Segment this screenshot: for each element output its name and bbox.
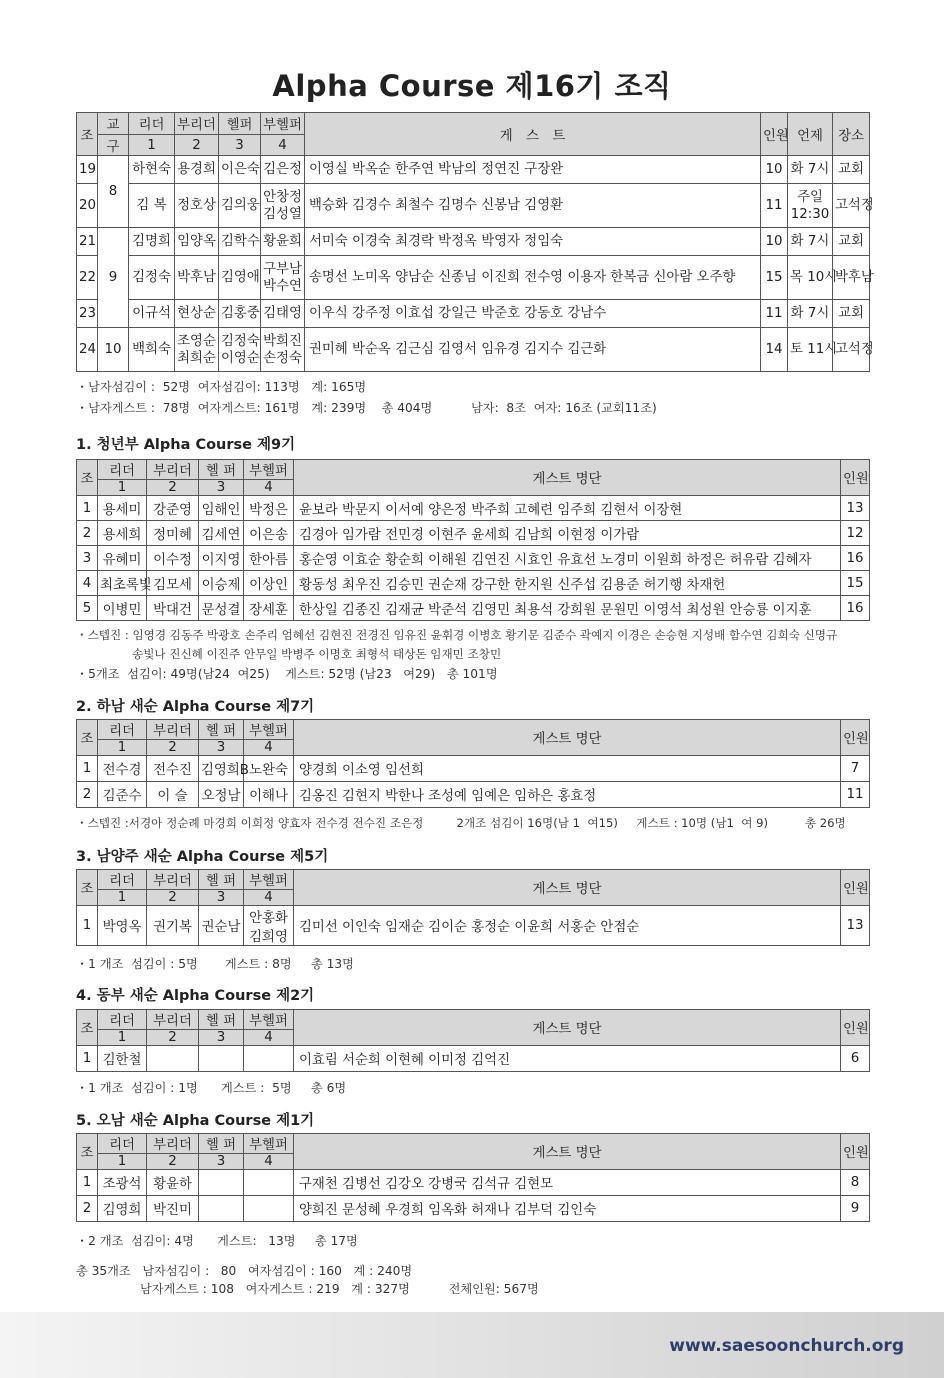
header-guest: 게스트 명단 <box>294 1010 841 1046</box>
header-num: 2 <box>147 1030 199 1046</box>
cell-guests: 양희진 문성혜 우경희 임옥화 허재나 김부덕 김인숙 <box>294 1196 841 1222</box>
cell-guests: 한상일 김종진 김재균 박준석 김영민 최용석 강희원 문원민 이영석 최성원 안승룡 이지훈 <box>294 596 841 621</box>
header-leader: 리더 <box>98 1010 147 1030</box>
cell-subleader: 강준영 <box>147 496 199 521</box>
cell-jo: 2 <box>77 782 98 808</box>
cell-count: 15 <box>761 256 788 300</box>
cell-leader: 박영옥 <box>98 906 147 946</box>
summary-note: ・남자섬김이 : 52명 여자섬김이: 113명 계: 165명 <box>76 380 367 394</box>
table-row <box>77 228 870 256</box>
cell-subhelper: 박정은 <box>244 496 294 521</box>
cell-subhelper: 김은정 <box>261 156 305 184</box>
cell-leader: 김영희 <box>98 1196 147 1222</box>
cell-count: 6 <box>841 1046 870 1072</box>
cell-subhelper <box>244 1046 294 1072</box>
cell-jo: 1 <box>77 1046 98 1072</box>
cell-leader: 전수경 <box>98 756 147 782</box>
header-count: 인원 <box>841 1010 870 1046</box>
cell-leader: 김명희 <box>129 228 175 256</box>
main-organization-table <box>76 112 874 372</box>
cell-jo: 24 <box>77 328 98 372</box>
cell-subleader: 박후남 <box>175 256 219 300</box>
table-row <box>77 256 870 300</box>
cell-helper: 임해인 <box>199 496 244 521</box>
footer-url[interactable]: www.saesoonchurch.org <box>669 1336 904 1356</box>
header-num: 4 <box>244 1154 294 1170</box>
page-title: Alpha Course 제16기 조직 <box>272 69 672 103</box>
cell-helper: 김영애 <box>219 256 261 300</box>
header-helper: 헬 퍼 <box>199 460 244 480</box>
cell-count: 16 <box>841 546 870 571</box>
cell-subleader: 황윤하 <box>147 1170 199 1196</box>
cell-leader: 조광석 <box>98 1170 147 1196</box>
cell-place: 교회 <box>833 156 870 184</box>
header-leader: 리더 <box>98 720 147 740</box>
header-leader: 리더 <box>98 870 147 890</box>
cell-gyo: 8 <box>98 156 129 228</box>
cell-count: 10 <box>761 156 788 184</box>
section-title: 5. 오남 새순 Alpha Course 제1기 <box>76 1113 315 1129</box>
header-subleader: 부리더 <box>147 720 199 740</box>
cell-subleader: 이 슬 <box>147 782 199 808</box>
cell-jo: 1 <box>77 496 98 521</box>
cell-line: 최희순 <box>177 350 216 366</box>
cell-guests: 김옹진 김현지 박한나 조성예 임예은 임하은 홍효정 <box>294 782 841 808</box>
header-num: 1 <box>98 1030 147 1046</box>
cell-leader: 백희숙 <box>129 328 175 372</box>
cell-leader: 최초록빛 <box>98 571 147 596</box>
cell-helper: 이승제 <box>199 571 244 596</box>
cell-line: 박희진 <box>263 333 302 349</box>
header-subleader: 부리더 <box>147 1134 199 1154</box>
header-num: 4 <box>244 890 294 906</box>
section-title: 1. 청년부 Alpha Course 제9기 <box>76 437 296 453</box>
table-row <box>77 596 870 621</box>
cell-count: 8 <box>841 1170 870 1196</box>
table-row <box>77 1196 870 1222</box>
table-row <box>77 756 870 782</box>
cell-line: 구부남 <box>263 261 302 277</box>
header-jo: 조 <box>77 460 98 496</box>
cell-subhelper <box>244 906 294 946</box>
table-row <box>77 496 870 521</box>
cell-when <box>788 184 833 228</box>
table-row <box>77 906 870 946</box>
cell-count: 13 <box>841 906 870 946</box>
cell-subleader: 정미혜 <box>147 521 199 546</box>
table-row <box>77 571 870 596</box>
cell-leader: 이규석 <box>129 300 175 328</box>
header-subhelper: 부헬퍼 <box>244 460 294 480</box>
cell-subhelper <box>244 1196 294 1222</box>
cell-helper <box>199 1170 244 1196</box>
header-subleader: 부리더 <box>147 460 199 480</box>
section-table <box>76 1133 870 1222</box>
cell-gyo: 9 <box>98 228 129 328</box>
header-jo: 조 <box>77 1134 98 1170</box>
cell-guests: 송명선 노미옥 양남순 신종님 이진희 전수영 이용자 한복금 신아람 오주향 <box>305 256 761 300</box>
header-num: 3 <box>199 740 244 756</box>
header-num: 3 <box>199 1030 244 1046</box>
cell-leader: 유혜미 <box>98 546 147 571</box>
cell-subhelper: 김태영 <box>261 300 305 328</box>
cell-jo: 3 <box>77 546 98 571</box>
header-count: 인원 <box>841 1134 870 1170</box>
header-num: 1 <box>98 740 147 756</box>
cell-helper: 권순남 <box>199 906 244 946</box>
header-count: 인원 <box>841 720 870 756</box>
header-num: 1 <box>98 890 147 906</box>
section-table <box>76 1009 870 1072</box>
cell-guests: 이영실 박옥순 한주연 박남의 정연진 구장완 <box>305 156 761 184</box>
cell-subleader <box>175 328 219 372</box>
summary-note: ・남자게스트 : 78명 여자게스트: 161명 계: 239명 총 404명 남자: 8조 여자: 16조 (교회11조) <box>76 401 657 415</box>
header-num: 2 <box>147 480 199 496</box>
summary-note: ・스텝진 :서경아 정순례 마경희 이희정 양효자 전수경 전수진 조은정 2개조 섬김이 16명(남 1 여15) 게스트 : 10명 (남1 여 9) 총 26명 <box>76 816 846 830</box>
header-num: 2 <box>147 1154 199 1170</box>
header-helper: 헬 퍼 <box>199 1010 244 1030</box>
cell-when: 토 11시 <box>788 328 833 372</box>
cell-subhelper: 이은송 <box>244 521 294 546</box>
header-guest: 게스트 명단 <box>294 460 841 496</box>
cell-line: 안창정 <box>263 189 302 205</box>
cell-subhelper <box>261 256 305 300</box>
cell-subleader: 정호상 <box>175 184 219 228</box>
section-title: 2. 하남 새순 Alpha Course 제7기 <box>76 699 315 715</box>
cell-count: 7 <box>841 756 870 782</box>
cell-when: 화 7시 <box>788 300 833 328</box>
cell-helper: 이은숙 <box>219 156 261 184</box>
cell-subleader: 김모세 <box>147 571 199 596</box>
cell-line: 김성열 <box>263 206 302 222</box>
header-subhelper: 부헬퍼 <box>244 1134 294 1154</box>
staff-note: 송빛나 진신혜 이진주 안무일 박병주 이명호 최형석 태상돈 임재민 조창민 <box>132 647 502 661</box>
cell-subleader <box>147 1046 199 1072</box>
header-num: 2 <box>147 890 199 906</box>
cell-subhelper: 이상인 <box>244 571 294 596</box>
header-count: 인원 <box>761 113 788 156</box>
cell-jo: 19 <box>77 156 98 184</box>
table-row <box>77 156 870 184</box>
cell-place: 교회 <box>833 228 870 256</box>
header-guest: 게스트 명단 <box>294 1134 841 1170</box>
header-when: 언제 <box>788 113 833 156</box>
summary-note: ・5개조 섬김이: 49명(남24 여25) 게스트: 52명 (남23 여29) 총 101명 <box>76 667 498 681</box>
cell-subleader: 임양옥 <box>175 228 219 256</box>
header-num: 4 <box>244 740 294 756</box>
cell-guests: 김미선 이인숙 임재순 김이순 홍정순 이윤희 서홍순 안점순 <box>294 906 841 946</box>
header-jo: 조 <box>77 870 98 906</box>
cell-leader: 김 복 <box>129 184 175 228</box>
header-guest: 게스트 명단 <box>294 720 841 756</box>
cell-helper: 김학수 <box>219 228 261 256</box>
cell-guests: 윤보라 박문지 이서예 양은정 박주희 고혜련 임주희 김현서 이장현 <box>294 496 841 521</box>
cell-subleader: 현상순 <box>175 300 219 328</box>
header-num: 3 <box>199 480 244 496</box>
cell-subhelper: 황윤희 <box>261 228 305 256</box>
header-num: 3 <box>219 135 261 156</box>
cell-leader: 하현숙 <box>129 156 175 184</box>
total-summary: 총 35개조 남자섬김이 : 80 여자섬김이 : 160 계 : 240명 <box>76 1264 413 1278</box>
cell-guests: 황동성 최우진 김승민 권순재 강구한 한지원 신주섭 김용준 허기행 차재헌 <box>294 571 841 596</box>
section-table <box>76 459 870 621</box>
table-row <box>77 1170 870 1196</box>
cell-leader: 김한철 <box>98 1046 147 1072</box>
cell-count: 12 <box>841 521 870 546</box>
cell-line: 조영순 <box>177 333 216 349</box>
header-subhelper: 부헬퍼 <box>244 720 294 740</box>
cell-leader: 용세미 <box>98 496 147 521</box>
cell-count: 10 <box>761 228 788 256</box>
table-row <box>77 782 870 808</box>
cell-jo: 1 <box>77 906 98 946</box>
header-subhelper: 부헬퍼 <box>244 1010 294 1030</box>
header-jo: 조 <box>77 113 98 156</box>
header-gyo: 교 <box>98 113 129 135</box>
cell-guests: 서미숙 이경숙 최경락 박정옥 박영자 정임숙 <box>305 228 761 256</box>
header-helper: 헬퍼 <box>219 113 261 135</box>
header-num: 4 <box>244 480 294 496</box>
table-row <box>77 328 870 372</box>
header-helper: 헬 퍼 <box>199 870 244 890</box>
cell-subleader: 박진미 <box>147 1196 199 1222</box>
cell-leader: 용세희 <box>98 521 147 546</box>
cell-jo: 20 <box>77 184 98 228</box>
header-subleader: 부리더 <box>147 1010 199 1030</box>
section-title: 3. 남양주 새순 Alpha Course 제5기 <box>76 849 329 865</box>
header-num: 2 <box>175 135 219 156</box>
cell-line: 김정숙 <box>221 333 260 349</box>
header-jo: 조 <box>77 720 98 756</box>
cell-subleader: 권기복 <box>147 906 199 946</box>
cell-line: 김희영 <box>249 929 288 945</box>
cell-subhelper <box>261 184 305 228</box>
cell-subhelper: 노완숙 <box>244 756 294 782</box>
cell-line: 이영순 <box>221 350 260 366</box>
cell-count: 15 <box>841 571 870 596</box>
table-row <box>77 546 870 571</box>
header-guest: 게 스 트 <box>305 113 761 156</box>
header-num: 3 <box>199 890 244 906</box>
summary-note: ・1 개조 섬김이 : 5명 게스트 : 8명 총 13명 <box>76 957 354 971</box>
cell-guests: 백승화 김경수 최철수 김명수 신봉남 김영환 <box>305 184 761 228</box>
cell-count: 16 <box>841 596 870 621</box>
cell-jo: 1 <box>77 756 98 782</box>
header-place: 장소 <box>833 113 870 156</box>
cell-leader: 김정숙 <box>129 256 175 300</box>
cell-subleader: 이수정 <box>147 546 199 571</box>
cell-when: 목 10시 <box>788 256 833 300</box>
section-table <box>76 869 870 946</box>
cell-helper: 문성결 <box>199 596 244 621</box>
cell-jo: 5 <box>77 596 98 621</box>
cell-helper <box>199 1196 244 1222</box>
cell-helper <box>199 1046 244 1072</box>
header-gu: 구 <box>98 135 129 156</box>
section-table <box>76 719 870 808</box>
summary-note: ・2 개조 섬김이: 4명 게스트: 13명 총 17명 <box>76 1234 358 1248</box>
cell-helper: 김홍중 <box>219 300 261 328</box>
cell-leader: 김준수 <box>98 782 147 808</box>
header-helper: 헬 퍼 <box>199 1134 244 1154</box>
header-jo: 조 <box>77 1010 98 1046</box>
cell-subhelper: 한아름 <box>244 546 294 571</box>
cell-subhelper <box>261 328 305 372</box>
cell-count: 14 <box>761 328 788 372</box>
cell-helper: 오정남 <box>199 782 244 808</box>
cell-subhelper: 장세훈 <box>244 596 294 621</box>
cell-jo: 4 <box>77 571 98 596</box>
cell-jo: 1 <box>77 1170 98 1196</box>
cell-count: 9 <box>841 1196 870 1222</box>
cell-line: 주일 <box>797 189 823 205</box>
header-num: 1 <box>98 1154 147 1170</box>
cell-jo: 22 <box>77 256 98 300</box>
cell-jo: 2 <box>77 521 98 546</box>
cell-when: 화 7시 <box>788 228 833 256</box>
cell-when: 화 7시 <box>788 156 833 184</box>
header-num: 4 <box>244 1030 294 1046</box>
header-leader: 리더 <box>129 113 175 135</box>
cell-count: 11 <box>761 300 788 328</box>
cell-leader: 이병민 <box>98 596 147 621</box>
cell-line: 손정숙 <box>263 350 302 366</box>
cell-subhelper: 이해나 <box>244 782 294 808</box>
cell-line: 박수연 <box>263 278 302 294</box>
cell-count: 13 <box>841 496 870 521</box>
header-subleader: 부리더 <box>175 113 219 135</box>
header-count: 인원 <box>841 870 870 906</box>
cell-line: 12:30 <box>790 206 830 222</box>
cell-count: 11 <box>761 184 788 228</box>
section-title: 4. 동부 새순 Alpha Course 제2기 <box>76 988 315 1004</box>
header-leader: 리더 <box>98 460 147 480</box>
cell-jo: 23 <box>77 300 98 328</box>
header-num: 3 <box>199 1154 244 1170</box>
cell-guests: 권미혜 박순옥 김근심 김영서 임유경 김지수 김근화 <box>305 328 761 372</box>
header-num: 1 <box>98 480 147 496</box>
cell-helper: 김세연 <box>199 521 244 546</box>
cell-helper: 이지영 <box>199 546 244 571</box>
cell-guests: 구재천 김병선 김강오 강병국 김석규 김현모 <box>294 1170 841 1196</box>
header-num: 4 <box>261 135 305 156</box>
cell-guests: 이효림 서순희 이현혜 이미정 김억진 <box>294 1046 841 1072</box>
table-row <box>77 184 870 228</box>
table-row <box>77 521 870 546</box>
cell-helper: 김영희B <box>199 756 244 782</box>
summary-note: ・1 개조 섬김이 : 1명 게스트 : 5명 총 6명 <box>76 1081 347 1095</box>
header-subleader: 부리더 <box>147 870 199 890</box>
staff-note: ・스텝진 : 임영경 김동주 박광호 손주리 엄혜선 김현진 전경진 임유진 윤휘경 이병호 황기문 김준수 곽예지 이경은 손승현 지성배 함수연 김희숙 신명규 <box>76 628 838 642</box>
cell-jo: 21 <box>77 228 98 256</box>
cell-count: 11 <box>841 782 870 808</box>
table-row <box>77 300 870 328</box>
cell-place: 고석정 <box>833 328 870 372</box>
cell-jo: 2 <box>77 1196 98 1222</box>
cell-line: 안홍화 <box>249 910 288 926</box>
cell-guests: 이우식 강주정 이효섭 강일근 박준호 강동호 강남수 <box>305 300 761 328</box>
cell-subleader: 전수진 <box>147 756 199 782</box>
header-count: 인원 <box>841 460 870 496</box>
cell-guests: 양경희 이소영 임선희 <box>294 756 841 782</box>
cell-guests: 김경아 임가람 전민경 이현주 윤세희 김남희 이현정 이가람 <box>294 521 841 546</box>
header-num: 1 <box>129 135 175 156</box>
header-leader: 리더 <box>98 1134 147 1154</box>
cell-place: 교회 <box>833 300 870 328</box>
header-helper: 헬 퍼 <box>199 720 244 740</box>
cell-subhelper <box>244 1170 294 1196</box>
header-subhelper: 부헬퍼 <box>244 870 294 890</box>
header-num: 2 <box>147 740 199 756</box>
total-summary: 남자게스트 : 108 여자게스트 : 219 계 : 327명 전체인원: 567명 <box>140 1282 539 1296</box>
cell-helper: 김의웅 <box>219 184 261 228</box>
cell-helper <box>219 328 261 372</box>
cell-place: 박후남 <box>833 256 870 300</box>
cell-guests: 홍순영 이효순 황순희 이해원 김연진 시효인 유효선 노경미 이원희 하정은 허유람 김혜자 <box>294 546 841 571</box>
cell-gyo: 10 <box>98 328 129 372</box>
cell-place: 고석정 <box>833 184 870 228</box>
table-row <box>77 1046 870 1072</box>
cell-subleader: 박대건 <box>147 596 199 621</box>
header-subhelper: 부헬퍼 <box>261 113 305 135</box>
header-guest: 게스트 명단 <box>294 870 841 906</box>
cell-subleader: 용경희 <box>175 156 219 184</box>
